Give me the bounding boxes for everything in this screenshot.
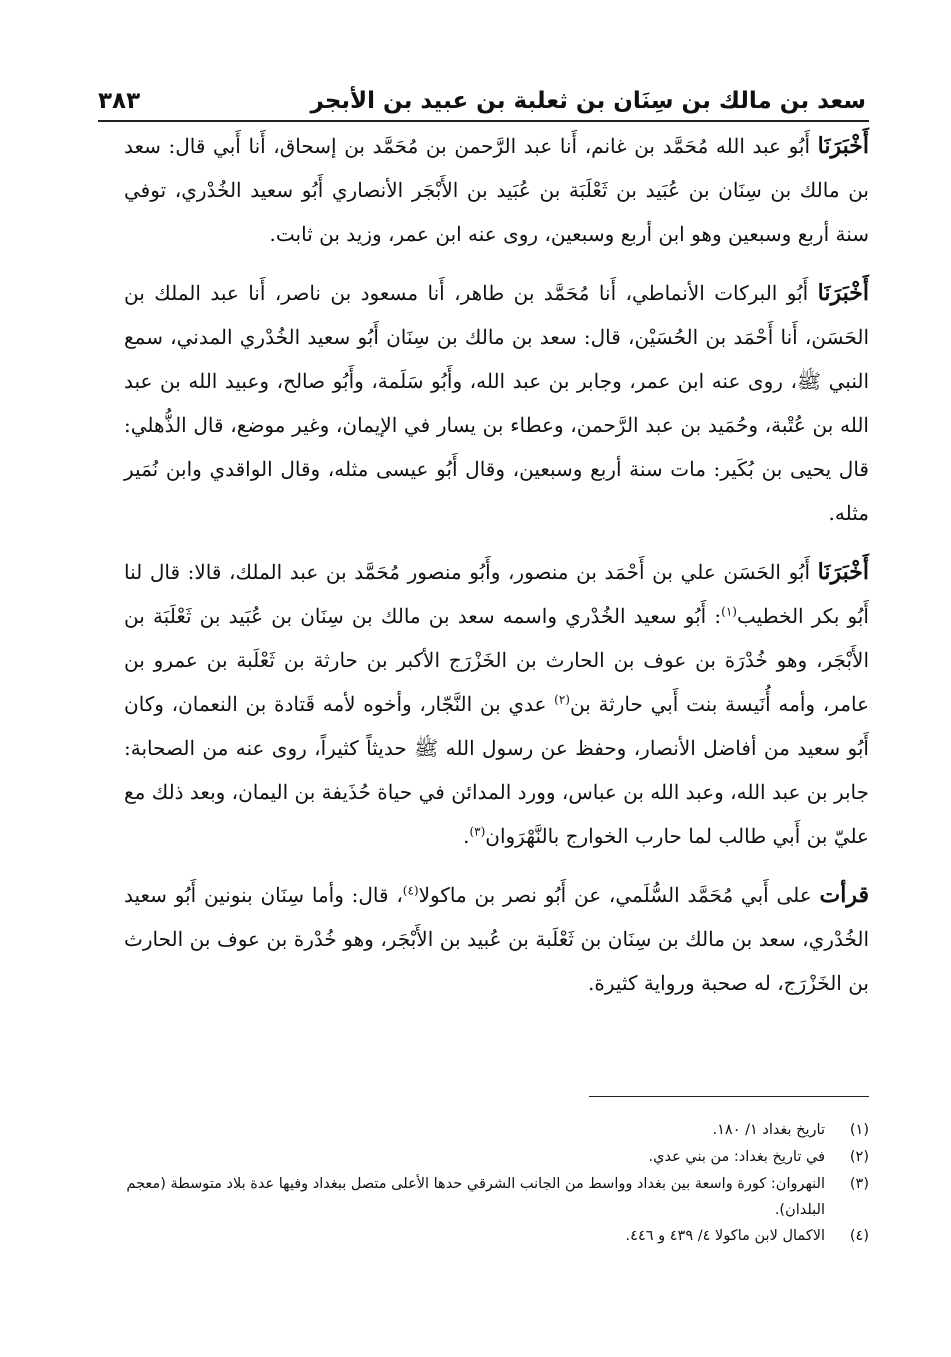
paragraph-text: أَبُو الحَسَن علي بن أَحْمَد بن منصور، وأَبُو منصور مُحَمَّد بن عبد الملك، قالا: قال لنا أَبُو بكر الخطيب <box>124 560 869 628</box>
footnote-number: (٢) <box>849 1149 869 1165</box>
footnote-number: (٤) <box>849 1228 869 1244</box>
footnote-4 <box>124 1223 869 1250</box>
footnote-text: تاريخ بغداد ١/ ١٨٠. <box>712 1122 825 1138</box>
footnote-ref-2[interactable]: (٢) <box>554 692 570 707</box>
footnote-text: في تاريخ بغداد: من بني عدي. <box>648 1149 825 1165</box>
paragraph-text: ، قال: وأما سِنَان بنونين أَبُو سعيد الخُدْري، سعد بن مالك بن سِنَان بن ثَعْلَبة بن عُبيد بن الأَبْجَر، وهو خُدْرة بن عوف بن الحارث بن الخَزْرَج، له صحبة ورواية كثيرة. <box>124 883 869 995</box>
paragraph-keyword: أَخْبَرَنَا <box>817 559 869 585</box>
footnote-3 <box>124 1171 869 1223</box>
paragraph-keyword: قرأت <box>819 882 869 908</box>
footnote-ref-3[interactable]: (٣) <box>469 824 486 839</box>
paragraph-text: عدي بن النَّجّار، وأخوه لأمه قَتادة بن النعمان، وكان أَبُو سعيد من أفاضل الأنصار، وحفظ عن رسول الله ﷺ حديثاً كثيراً، روى عنه من الصحابة: جابر بن عبد الله، وعبد الله بن عباس، وورد المدائن في حياة حُذَيفة بن اليمان، وبعد ذلك مع عليّ بن أَبي طالب لما حارب الخوارج بالنَّهْرَوان <box>124 692 869 848</box>
paragraph-text: : أَبُو سعيد الخُدْري واسمه سعد بن مالك بن سِنَان بن عُبَيد بن ثَعْلَبَة بن الأَبْجَر، وهو خُدْرَة بن عوف بن الحارث بن الخَزْرَج الأكبر بن حارثة بن ثَعْلَبة بن عمرو بن عامر، وأمه أُنَيسة بنت أَبي حارثة بن <box>124 604 869 716</box>
footnote-number: (١) <box>849 1122 869 1138</box>
paragraph-1 <box>124 124 869 256</box>
footnote-separator <box>589 1096 869 1097</box>
footnote-text: النهروان: كورة واسعة بين بغداد وواسط من الجانب الشرقي حدها الأعلى متصل ببغداد وفيها عدة بلاد متوسطة (معجم البلدان). <box>126 1176 825 1218</box>
page-header <box>98 68 866 118</box>
main-text <box>124 124 869 1020</box>
running-title: سعد بن مالك بن سِنَان بن ثعلبة بن عبيد بن الأبجر <box>310 88 866 114</box>
paragraph-text: . <box>463 824 470 848</box>
footnote-2 <box>124 1144 869 1171</box>
paragraph-4 <box>124 873 869 1005</box>
footnote-ref-1[interactable]: (١) <box>721 604 737 619</box>
header-rule <box>98 120 869 122</box>
footnotes <box>124 1117 869 1250</box>
paragraph-text: أَبُو عبد الله مُحَمَّد بن غانم، أَنا عبد الرَّحمن بن مُحَمَّد بن إسحاق، أَنا أَبي قال: سعد بن مالك بن سِنَان بن عُبَيد بن ثَعْلَبَة بن عُبَيد بن الأَبْجَر الأنصاري أَبُو سعيد الخُدْري، توفي سنة أربع وسبعين وهو ابن أربع وسبعين، روى عنه ابن عمر، وزيد بن ثابت. <box>124 134 869 246</box>
footnote-ref-4[interactable]: (٤) <box>402 883 419 898</box>
paragraph-keyword: أَخْبَرَنَا <box>817 280 869 306</box>
paragraph-text: أَبُو البركات الأنماطي، أَنا مُحَمَّد بن طاهر، أَنا مسعود بن ناصر، أَنا عبد الملك بن الحَسَن، أَنا أَحْمَد بن الحُسَيْن، قال: سعد بن مالك بن سِنَان أَبُو سعيد الخُدْري المدني، سمع النبي ﷺ، روى عنه ابن عمر، وجابر بن عبد الله، وأَبُو سَلَمة، وأَبُو صالح، وعبيد الله بن عبد الله بن عُتْبة، وحُمَيد بن عبد الرَّحمن، وعطاء بن يسار في الإيمان، وغير موضع، قال الذُّهلي: قال يحيى بن بُكَير: مات سنة أربع وسبعين، وقال أَبُو عيسى مثله، وقال الواقدي وابن نُمَير مثله. <box>124 281 869 525</box>
footnote-1 <box>124 1117 869 1144</box>
footnote-text: الاكمال لابن ماكولا ٤/ ٤٣٩ و ٤٤٦. <box>625 1228 825 1244</box>
paragraph-2 <box>124 271 869 535</box>
page-number: ٣٨٣ <box>98 88 141 114</box>
paragraph-keyword: أَخْبَرَنَا <box>817 133 869 159</box>
paragraph-3 <box>124 550 869 858</box>
paragraph-text: على أَبي مُحَمَّد السُّلَمي، عن أَبُو نصر بن ماكولا <box>418 883 820 907</box>
footnote-number: (٣) <box>849 1176 869 1192</box>
